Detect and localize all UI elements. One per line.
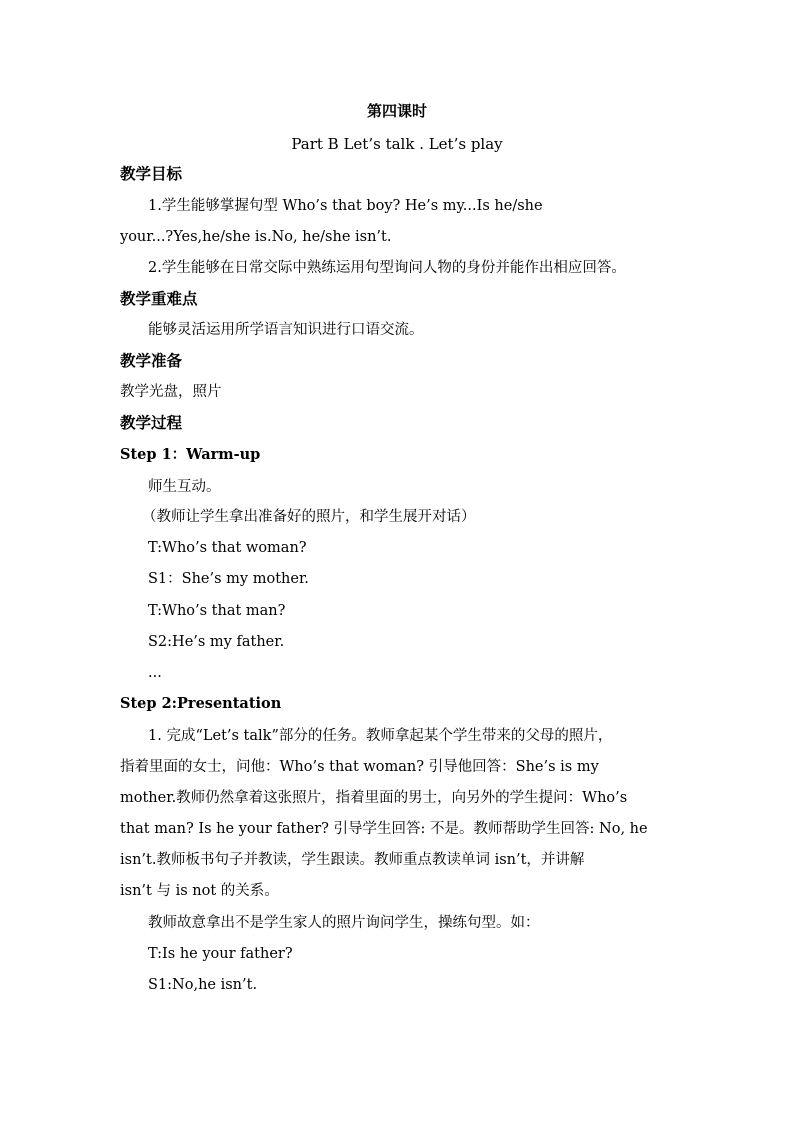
step1-line-1: 师生互动。: [148, 479, 221, 495]
step2-paragraph-1-line-1: 1. 完成“Let’s talk”部分的任务。教师拿起某个学生带来的父母的照片，: [148, 728, 613, 744]
goal-1-line-1: 1.学生能够掌握句型 Who’s that boy? He’s my...Is he/she: [148, 198, 543, 214]
step2-dialog-2: S1:No,he isn’t.: [148, 977, 258, 993]
process-heading: 教学过程: [120, 414, 183, 432]
step2-paragraph-2: 教师故意拿出不是学生家人的照片询问学生，操练句型。如：: [148, 915, 540, 931]
step2-paragraph-1-line-5: isn’t.教师板书句子并教读，学生跟读。教师重点教读单词 isn’t，并讲解: [120, 852, 585, 868]
step1-heading: Step 1：Warm-up: [120, 446, 261, 463]
prep-text: 教学光盘，照片: [120, 384, 222, 400]
step1-line-2: （教师让学生拿出准备好的照片，和学生展开对话）: [142, 509, 476, 525]
page-subtitle: Part B Let’s talk . Let’s play: [291, 135, 503, 153]
goal-2: 2.学生能够在日常交际中熟练运用句型询问人物的身份并能作出相应回答。: [148, 260, 626, 276]
step1-dialog-2: S1：She’s my mother.: [148, 571, 309, 587]
goal-1-line-2: your...?Yes,he/she is.No, he/she isn’t.: [120, 229, 392, 245]
step2-paragraph-1-line-2: 指着里面的女士，问他：Who’s that woman? 引导他回答：She’s is my: [120, 759, 599, 775]
step1-dialog-4: S2:He’s my father.: [148, 634, 285, 650]
step2-heading: Step 2:Presentation: [120, 695, 282, 712]
step1-dialog-3: T:Who’s that man?: [148, 603, 286, 619]
step2-paragraph-1-line-3: mother.教师仍然拿着这张照片，指着里面的男士，向另外的学生提问：Who’s: [120, 790, 628, 806]
goals-heading: 教学目标: [120, 165, 183, 183]
step2-paragraph-1-line-4: that man? Is he your father? 引导学生回答: 不是。教师帮助学生回答: No, he: [120, 821, 648, 837]
page-title: 第四课时: [366, 102, 427, 120]
key-points-text: 能够灵活运用所学语言知识进行口语交流。: [148, 322, 424, 338]
prep-heading: 教学准备: [120, 352, 183, 370]
step2-paragraph-1-line-6: isn’t 与 is not 的关系。: [120, 883, 279, 899]
step2-dialog-1: T:Is he your father?: [148, 946, 293, 962]
step1-ellipsis: ...: [148, 665, 162, 681]
step1-dialog-1: T:Who’s that woman?: [148, 540, 307, 556]
key-points-heading: 教学重难点: [120, 290, 198, 308]
